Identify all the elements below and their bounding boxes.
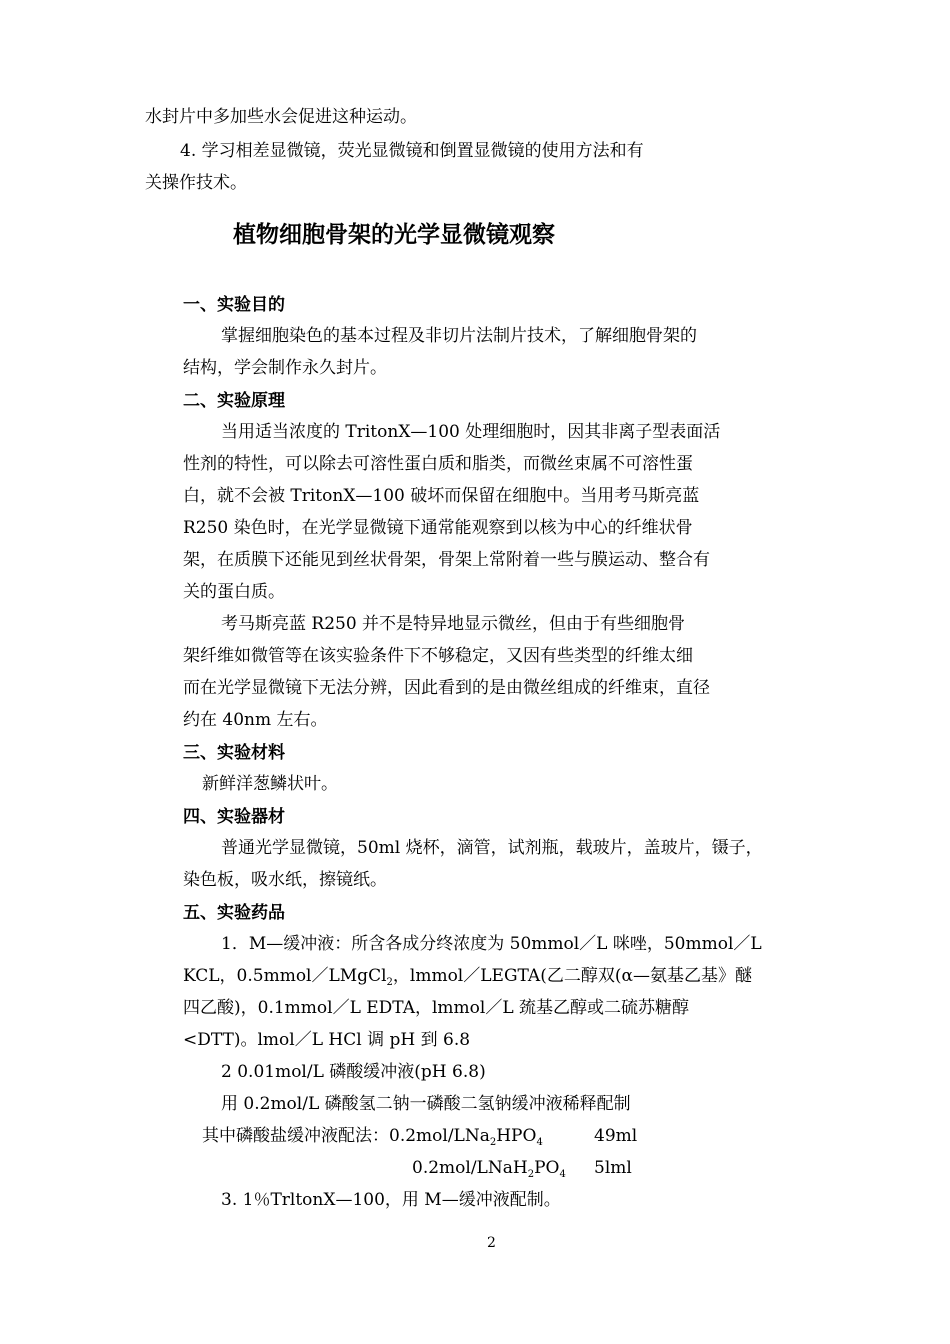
paragraph-line: 染色板，吸水纸，擦镜纸。 — [183, 870, 387, 890]
text-run: PO — [534, 1158, 560, 1178]
intro-line-2: 4. 学习相差显微镜，荧光显微镜和倒置显微镜的使用方法和有 — [180, 141, 644, 161]
paragraph-line: 掌握细胞染色的基本过程及非切片法制片技术，了解细胞骨架的 — [221, 326, 697, 346]
paragraph-line: 白，就不会被 TritonX—100 破坏而保留在细胞中。当用考马斯亮蓝 — [183, 486, 700, 506]
paragraph-line: 普通光学显微镜，50ml 烧杯，滴管，试剂瓶，载玻片，盖玻片，镊子， — [221, 838, 763, 858]
page-number: 2 — [487, 1235, 496, 1251]
volume-value: 5lml — [594, 1158, 632, 1178]
paragraph-line: 而在光学显微镜下无法分辨，因此看到的是由微丝组成的纤维束，直径 — [183, 678, 710, 698]
text-run: 0.2mol/LNaH — [412, 1158, 528, 1178]
document-title: 植物细胞骨架的光学显微镜观察 — [233, 222, 555, 248]
paragraph-line: R250 染色时，在光学显微镜下通常能观察到以核为中心的纤维状骨 — [183, 518, 693, 538]
paragraph-line: 约在 40nm 左右。 — [183, 710, 328, 730]
subscript: 2 — [527, 1169, 535, 1180]
section-heading-equipment: 四、实验器材 — [183, 807, 285, 827]
paragraph-line — [412, 1157, 566, 1179]
section-heading-purpose: 一、实验目的 — [183, 295, 285, 315]
paragraph-line: 性剂的特性，可以除去可溶性蛋白质和脂类，而微丝束属不可溶性蛋 — [183, 454, 693, 474]
paragraph-line: 四乙酸)，0.1mmol／L EDTA，lmmol／L 巯基乙醇或二硫苏糖醇 — [183, 998, 690, 1018]
text-run: KCL，0.5mmol／LMgCl — [183, 966, 387, 986]
text-run: HPO — [496, 1126, 537, 1146]
paragraph-line: 架，在质膜下还能见到丝状骨架，骨架上常附着一些与膜运动、整合有 — [183, 550, 710, 570]
paragraph-line: 架纤维如微管等在该实验条件下不够稳定，又因有些类型的纤维太细 — [183, 646, 693, 666]
paragraph-line — [202, 1125, 543, 1147]
volume-value: 49ml — [594, 1126, 638, 1146]
paragraph-line: 当用适当浓度的 TritonX—100 处理细胞时，因其非离子型表面活 — [221, 422, 721, 442]
paragraph-line — [183, 965, 752, 987]
subscript: 4 — [536, 1137, 543, 1148]
subscript: 2 — [386, 977, 393, 988]
paragraph-line: 考马斯亮蓝 R250 并不是特异地显示微丝，但由于有些细胞骨 — [221, 614, 686, 634]
paragraph-line: 3. 1％TrltonX—100，用 M—缓冲液配制。 — [221, 1190, 561, 1210]
text-run: 其中磷酸盐缓冲液配法：0.2mol/LNa — [202, 1126, 490, 1146]
subscript: 4 — [559, 1169, 566, 1180]
section-heading-principle: 二、实验原理 — [183, 391, 285, 411]
subscript: 2 — [489, 1137, 497, 1148]
paragraph-line: 结构，学会制作永久封片。 — [183, 358, 387, 378]
paragraph-line: 关的蛋白质。 — [183, 582, 285, 602]
section-heading-materials: 三、实验材料 — [183, 743, 285, 763]
paragraph-line: 2 0.01mol/L 磷酸缓冲液(pH 6.8) — [221, 1062, 486, 1082]
section-heading-reagents: 五、实验药品 — [183, 903, 285, 923]
paragraph-line: <DTT)。lmol／L HCl 调 pH 到 6.8 — [183, 1030, 471, 1050]
intro-line-1: 水封片中多加些水会促进这种运动。 — [145, 107, 417, 127]
intro-line-3: 关操作技术。 — [145, 173, 247, 193]
paragraph-line: 新鲜洋葱鳞状叶。 — [202, 774, 338, 794]
paragraph-line: 用 0.2mol/L 磷酸氢二钠一磷酸二氢钠缓冲液稀释配制 — [221, 1094, 631, 1114]
paragraph-line: 1．M—缓冲液：所含各成分终浓度为 50mmol／L 咪唑，50mmol／L — [221, 934, 762, 954]
text-run: ，lmmol／LEGTA(乙二醇双(α—氨基乙基》醚 — [392, 966, 752, 986]
